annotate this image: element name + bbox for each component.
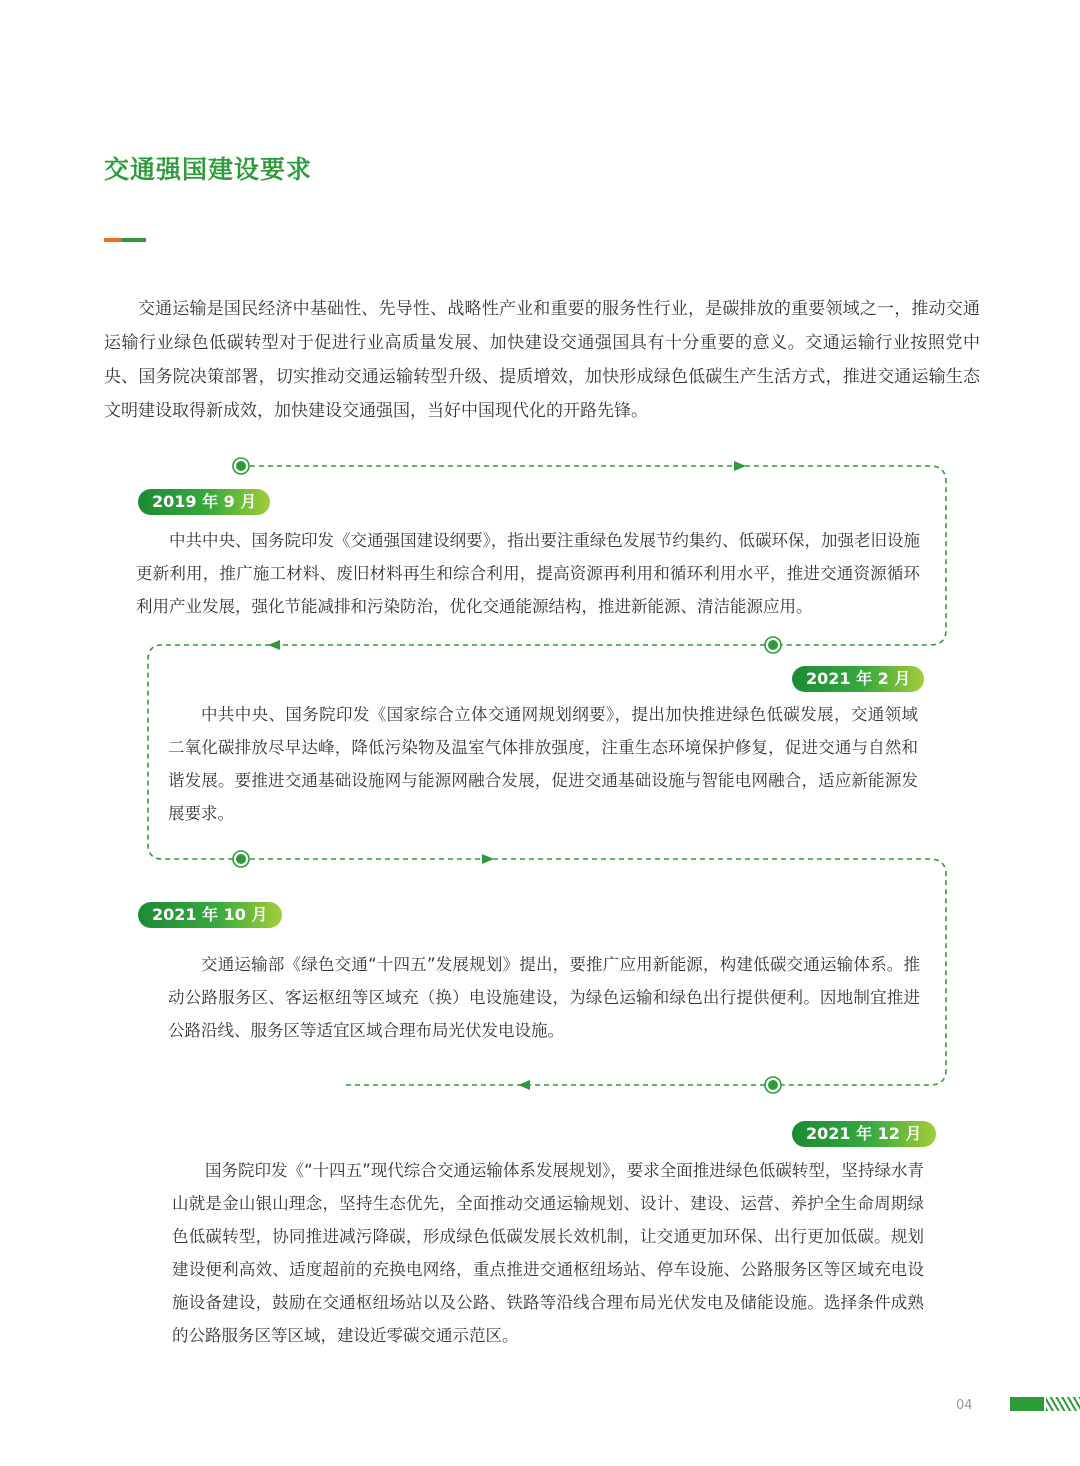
intro-paragraph: 交通运输是国民经济中基础性、先导性、战略性产业和重要的服务性行业，是碳排放的重要领域之一，推动交通运输行业绿色低碳转型对于促进行业高质量发展、加快建设交通强国具有十分重要的意义。交通运输行业按照党中央、国务院决策部署，切实推动交通运输转型升级、提质增效，加快形成绿色低碳生产生活方式，推进交通运输生态文明建设取得新成效，加快建设交通强国，当好中国现代化的开路先锋。 [104, 299, 980, 421]
timeline-node-1 [233, 458, 249, 474]
timeline-entry-text: 国务院印发《“十四五”现代综合交通运输体系发展规划》，要求全面推进绿色低碳转型，坚持绿水青山就是金山银山理念，坚持生态优先，全面推动交通运输规划、设计、建设、运营、养护全生命周期绿色低碳转型，协同推进减污降碳，形成绿色低碳发展长效机制，让交通更加环保、出行更加低碳。规划建设便利高效、适度超前的充换电网络，重点推进交通枢纽场站、停车设施、公路服务区等区域充电设施设备建设，鼓励在交通枢纽场站以及公路、铁路等沿线合理布局光伏发电及储能设施。选择条件成熟的公路服务区等区域，建设近零碳交通示范区。 [172, 1161, 924, 1345]
page-marker-bar [1010, 1397, 1080, 1411]
timeline-entry-text: 中共中央、国务院印发《国家综合立体交通网规划纲要》，提出加快推进绿色低碳发展，交通领域二氧化碳排放尽早达峰，降低污染物及温室气体排放强度，注重生态环境保护修复，促进交通与自然和谐发展。要推进交通基础设施网与能源网融合发展，促进交通基础设施与智能电网融合，适应新能源发展要求。 [168, 705, 918, 823]
date-badge-2021-02: 2021 年 2 月 [792, 666, 924, 692]
timeline-node-2 [765, 637, 781, 653]
arrow-left-icon [268, 640, 280, 650]
arrow-right-icon [482, 854, 494, 864]
timeline-node-4 [765, 1077, 781, 1093]
date-badge-2021-10: 2021 年 10 月 [138, 902, 282, 928]
date-badge-2021-12: 2021 年 12 月 [792, 1121, 936, 1147]
page-number: 04 [956, 1398, 973, 1413]
timeline-entry-text: 交通运输部《绿色交通“十四五”发展规划》提出，要推广应用新能源，构建低碳交通运输体系。推动公路服务区、客运枢纽等区域充（换）电设施建设，为绿色运输和绿色出行提供便利。因地制宜推进公路沿线、服务区等适宜区域合理布局光伏发电设施。 [168, 955, 920, 1040]
date-badge-2019-09: 2019 年 9 月 [138, 489, 270, 515]
arrow-left-icon [518, 1080, 530, 1090]
timeline-node-3 [233, 851, 249, 867]
page-marker-stripes [1046, 1397, 1080, 1411]
page-title: 交通强国建设要求 [104, 155, 313, 184]
timeline-entry-text: 中共中央、国务院印发《交通强国建设纲要》，指出要注重绿色发展节约集约、低碳环保，加强老旧设施更新利用，推广施工材料、废旧材料再生和综合利用，提高资源再利用和循环利用水平，推进交通资源循环利用产业发展，强化节能减排和污染防治，优化交通能源结构，推进新能源、清洁能源应用。 [136, 531, 920, 616]
page-marker-solid [1010, 1397, 1044, 1411]
arrow-right-icon [734, 461, 746, 471]
